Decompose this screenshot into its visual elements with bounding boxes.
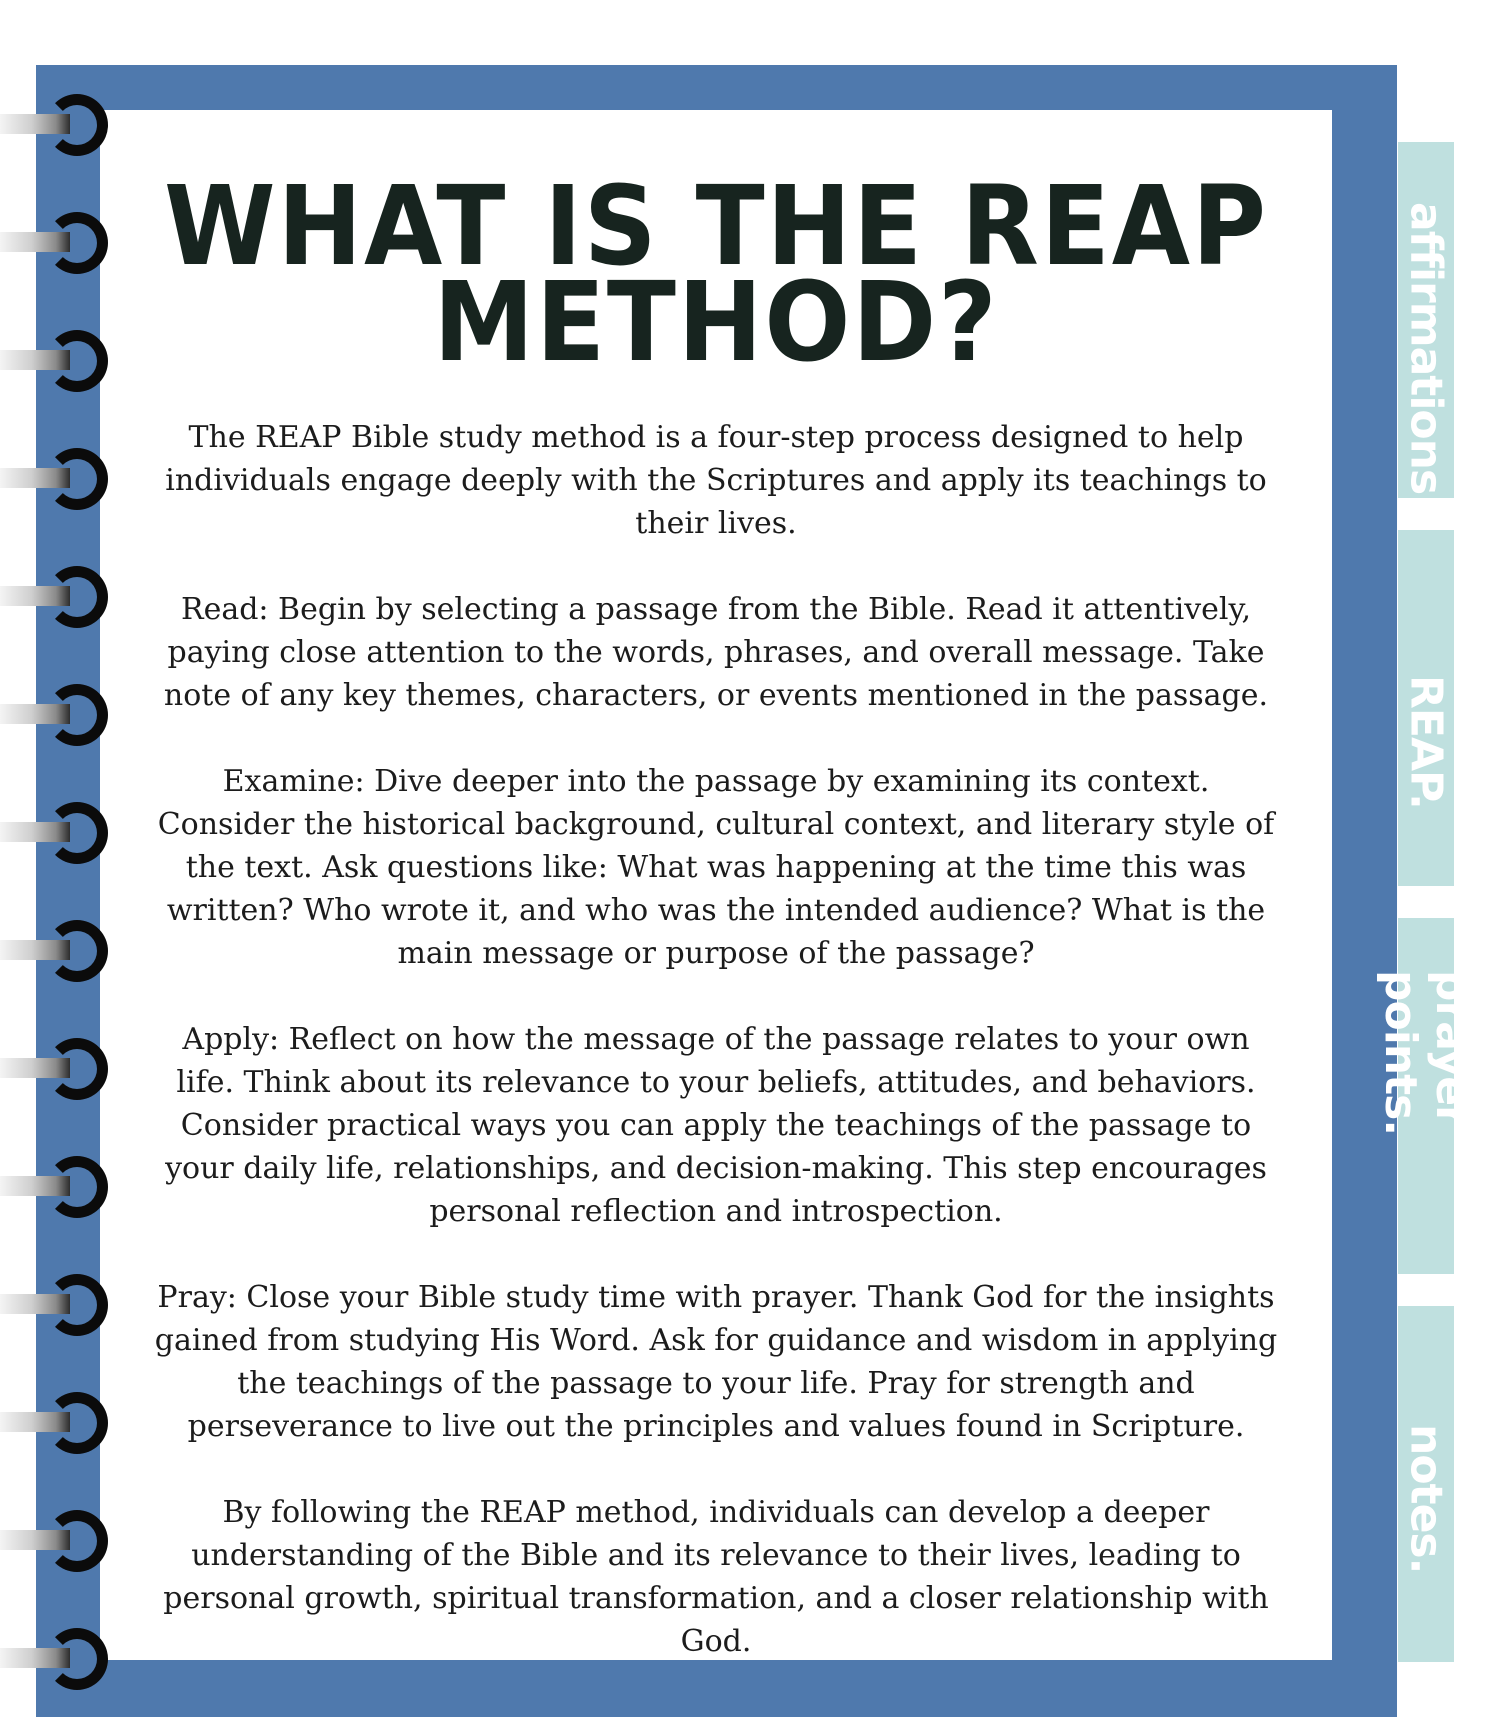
- binding-ring: [0, 1388, 104, 1452]
- binding-ring: [0, 1624, 104, 1688]
- page-title-line-2: METHOD?: [433, 258, 999, 386]
- page-body: [150, 416, 1282, 1706]
- read-paragraph: Read: Begin by selecting a passage from the Bible. Read it attentively, paying close attention to the words, phrases, and overall message. Take note of any key themes, characters, or events mentioned in the passage.: [163, 592, 1269, 713]
- apply-paragraph: Apply: Reflect on how the message of the passage relates to your own life. Think about its relevance to your beliefs, attitudes, and behaviors. Consider practical ways you can apply the teachings of the passage to your daily life, relationships, and decision-making. This step encourages personal reflection and introspection.: [165, 1022, 1267, 1229]
- tab-affirmations-label: affirmations.: [1400, 202, 1452, 510]
- tab-reap[interactable]: [1398, 530, 1454, 886]
- page-title-line-1: WHAT IS THE REAP: [164, 162, 1268, 290]
- binding-ring: [0, 1152, 104, 1216]
- binding-ring: [0, 798, 104, 862]
- tab-notes[interactable]: [1398, 1306, 1454, 1662]
- binding-ring: [0, 444, 104, 508]
- examine-paragraph: Examine: Dive deeper into the passage by examining its context. Consider the historical background, cultural context, and literary style of the text. Ask questions like: What was happening at the time this was written? Who wrote it, and who was the intended audience? What is the main message or purpose of the passage?: [157, 764, 1275, 971]
- binding-ring: [0, 1270, 104, 1334]
- binding-ring: [0, 562, 104, 626]
- binding-ring: [0, 916, 104, 980]
- pray-paragraph: Pray: Close your Bible study time with prayer. Thank God for the insights gained from studying His Word. Ask for guidance and wisdom in applying the teachings of the passage to your life. Pray for strength and perseverance to live out the principles and values found in Scripture.: [154, 1280, 1278, 1444]
- tab-reap-label: REAP.: [1400, 675, 1452, 809]
- binding-ring: [0, 90, 104, 154]
- tab-prayer-points[interactable]: [1375, 918, 1477, 1274]
- notebook-page: [100, 110, 1332, 1660]
- tab-prayer-points-label: prayer points.: [1375, 970, 1477, 1136]
- conclusion-paragraph: By following the REAP method, individuals can develop a deeper understanding of the Bible and its relevance to their lives, leading to personal growth, spiritual transformation, and a closer relationship with God.: [163, 1495, 1269, 1659]
- binding-ring: [0, 208, 104, 272]
- spiral-binding: [0, 0, 110, 1736]
- binding-ring: [0, 326, 104, 390]
- binding-ring: [0, 1506, 104, 1570]
- binding-ring: [0, 680, 104, 744]
- tab-affirmations[interactable]: [1398, 142, 1454, 510]
- tab-notes-label: notes.: [1400, 1424, 1452, 1574]
- binding-ring: [0, 1034, 104, 1098]
- intro-paragraph: The REAP Bible study method is a four-step process designed to help individuals engage deeply with the Scriptures and apply its teachings to their lives.: [165, 420, 1267, 541]
- page-title: [149, 162, 1282, 386]
- section-tabs: [1375, 0, 1477, 1736]
